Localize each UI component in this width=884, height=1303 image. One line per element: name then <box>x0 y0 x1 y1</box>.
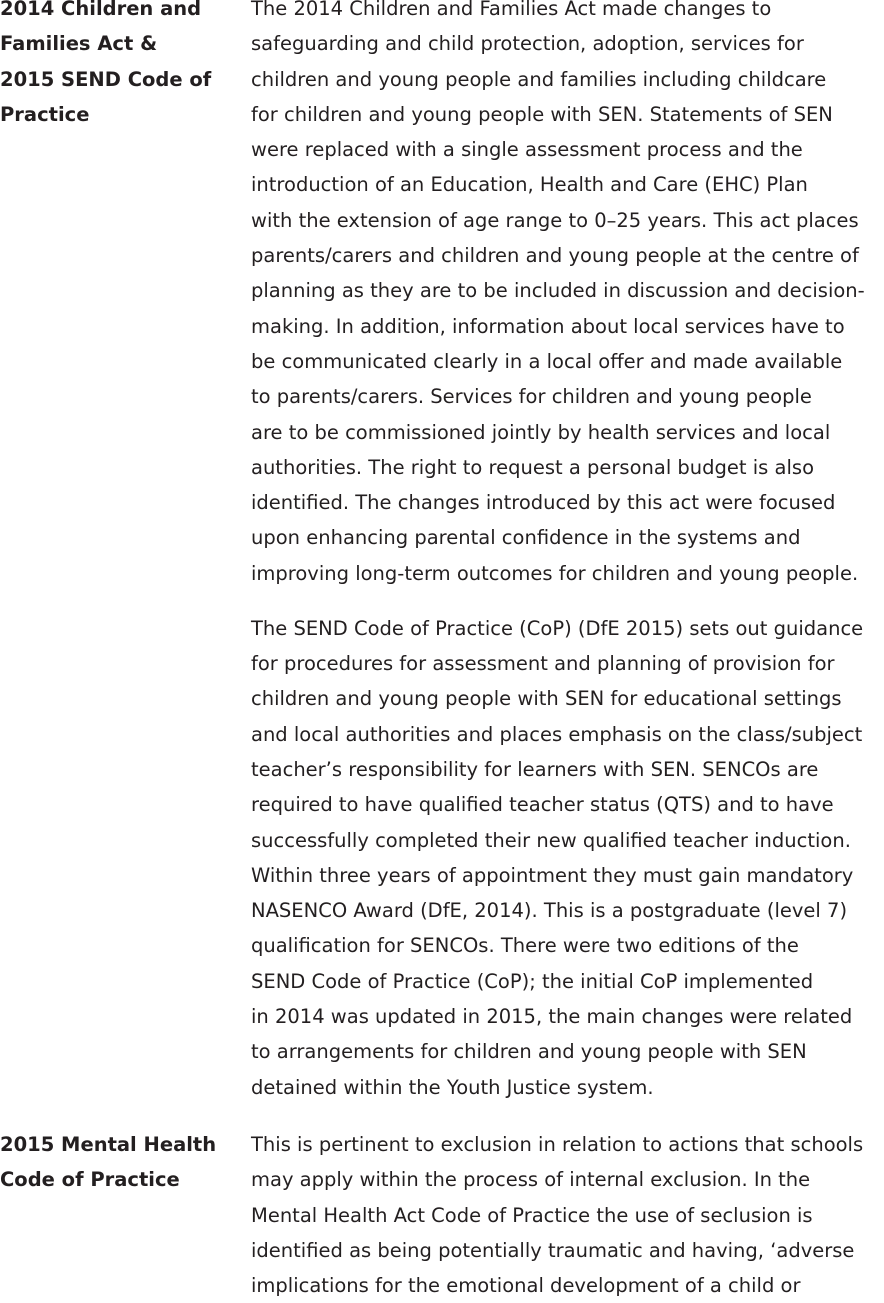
paragraph <box>251 1127 884 1303</box>
text-line: for children and young people with SEN. Statements of SEN <box>251 102 833 126</box>
term-line: 2015 SEND Code of <box>0 67 212 91</box>
text-line: identified. The changes introduced by this act were focused <box>251 491 836 515</box>
paragraph <box>251 0 884 591</box>
text-line: be communicated clearly in a local offer and made available <box>251 349 843 373</box>
term-line: 2014 Children and <box>0 0 202 20</box>
text-line: The 2014 Children and Families Act made changes to <box>251 0 772 20</box>
text-line: to parents/carers. Services for children and young people <box>251 385 812 409</box>
entry-term <box>0 1127 236 1198</box>
term-line: Practice <box>0 102 90 126</box>
text-line: Within three years of appointment they must gain mandatory <box>251 863 854 887</box>
term-line: Families Act & <box>0 32 158 56</box>
text-line: for procedures for assessment and planning of provision for <box>251 652 835 676</box>
text-line: The SEND Code of Practice (CoP) (DfE 2015) sets out guidance <box>251 616 864 640</box>
text-line: This is pertinent to exclusion in relation to actions that schools <box>251 1133 864 1156</box>
text-line: Mental Health Act Code of Practice the use of seclusion is <box>251 1203 813 1227</box>
text-line: children and young people and families including childcare <box>251 67 827 91</box>
text-line: required to have qualified teacher status (QTS) and to have <box>251 793 834 817</box>
text-line: successfully completed their new qualified teacher induction. <box>251 828 851 852</box>
term-line: Code of Practice <box>0 1168 180 1192</box>
entry-description <box>251 0 884 1105</box>
paragraph <box>251 611 884 1105</box>
text-line: planning as they are to be included in discussion and decision- <box>251 279 865 303</box>
term-line: 2015 Mental Health <box>0 1133 217 1156</box>
text-line: NASENCO Award (DfE, 2014). This is a postgraduate (level 7) <box>251 899 848 923</box>
text-line: were replaced with a single assessment process and the <box>251 138 803 162</box>
text-line: identified as being potentially traumatic and having, ‘adverse <box>251 1238 855 1262</box>
text-line: may apply within the process of internal exclusion. In the <box>251 1168 811 1192</box>
text-line: implications for the emotional development of a child or <box>251 1274 801 1298</box>
text-line: upon enhancing parental confidence in the systems and <box>251 526 801 550</box>
text-line: children and young people with SEN for educational settings <box>251 687 842 711</box>
text-line: improving long-term outcomes for children and young people. <box>251 561 859 585</box>
text-line: safeguarding and child protection, adoption, services for <box>251 32 804 56</box>
text-line: qualification for SENCOs. There were two editions of the <box>251 934 799 958</box>
text-line: are to be commissioned jointly by health services and local <box>251 420 831 444</box>
text-line: detained within the Youth Justice system. <box>251 1075 654 1099</box>
text-line: making. In addition, information about local services have to <box>251 314 845 338</box>
entry-term <box>0 0 236 132</box>
text-line: parents/carers and children and young people at the centre of <box>251 244 859 268</box>
text-line: and local authorities and places emphasis on the class/subject <box>251 722 863 746</box>
text-line: with the extension of age range to 0–25 years. This act places <box>251 208 859 232</box>
text-line: authorities. The right to request a personal budget is also <box>251 455 814 479</box>
entry-description <box>251 1127 884 1303</box>
text-line: SEND Code of Practice (CoP); the initial CoP implemented <box>251 969 814 993</box>
text-line: in 2014 was updated in 2015, the main changes were related <box>251 1005 853 1028</box>
text-line: teacher’s responsibility for learners with SEN. SENCOs are <box>251 757 819 781</box>
text-line: introduction of an Education, Health and Care (EHC) Plan <box>251 173 808 197</box>
text-line: to arrangements for children and young people with SEN <box>251 1040 807 1064</box>
